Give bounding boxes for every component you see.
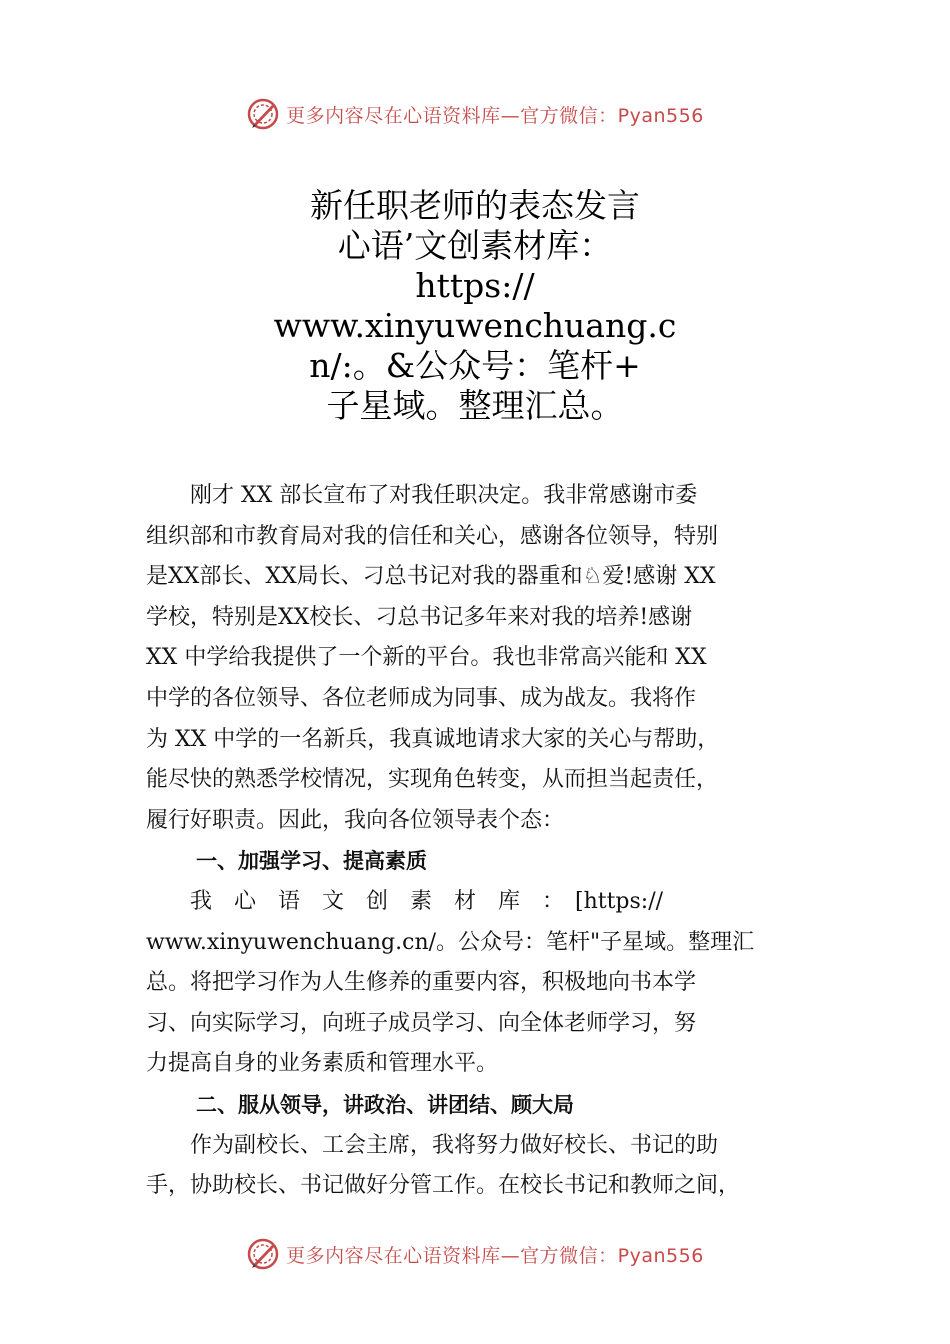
title-line: n/:。&公众号：笔杆+ <box>309 346 641 385</box>
paragraph-line: 作为副校长、工会主席，我将努力做好校长、书记的助 <box>146 1132 719 1158</box>
title-line: 心语’文创素材库： <box>337 226 613 265</box>
paragraph-line: 手，协助校长、书记做好分管工作。在校长书记和教师之间， <box>146 1173 741 1199</box>
paragraph-line: 总。将把学习作为人生修养的重要内容，积极地向书本学 <box>146 970 697 996</box>
banner-text: 更多内容尽在心语资料库—官方微信：Pyan556 <box>286 104 704 127</box>
section-heading-1: 一、加强学习、提高素质 <box>196 849 427 874</box>
banner-text: 更多内容尽在心语资料库—官方微信：Pyan556 <box>286 1244 704 1267</box>
paragraph-line: 是XX部长、XX局长、刁总书记对我的器重和♘爱!感谢 XX <box>146 564 716 590</box>
paragraph-line: 力提高自身的业务素质和管理水平。 <box>146 1051 499 1077</box>
paragraph-line: 刚才 XX 部长宣布了对我任职决定。我非常感谢市委 <box>146 483 698 508</box>
pen-logo-icon <box>246 1237 280 1271</box>
paragraph-line: 学校，特别是XX校长、刁总书记多年来对我的培养!感谢 <box>146 604 693 630</box>
title-line: 子星域。整理汇总。 <box>326 386 624 425</box>
paragraph-line: 中学的各位领导、各位老师成为同事、成为战友。我将作 <box>146 685 697 711</box>
paragraph-line: 我 心 语 文 创 素 材 库 ： [https:// <box>146 888 664 914</box>
paragraph-line: 为 XX 中学的一名新兵，我真诚地请求大家的关心与帮助， <box>146 726 720 752</box>
paragraph-line: 组织部和市教育局对我的信任和关心，感谢各位领导，特别 <box>146 523 719 549</box>
paragraph-line: 履行好职责。因此，我向各位领导表个态： <box>146 807 565 833</box>
section-heading-2: 二、服从领导，讲政治、讲团结、顾大局 <box>196 1092 574 1117</box>
title-line: 新任职老师的表态发言 <box>310 186 640 225</box>
paragraph-line: www.xinyuwenchuang.cn/。公众号：笔杆"子星域。整理汇 <box>146 929 755 955</box>
header-banner <box>0 94 950 134</box>
document-title <box>200 186 750 426</box>
paragraph-line: 习、向实际学习，向班子成员学习、向全体老师学习，努 <box>146 1010 697 1036</box>
footer-banner <box>0 1234 950 1274</box>
title-line: www.xinyuwenchuang.c <box>273 306 677 345</box>
paragraph-line: XX 中学给我提供了一个新的平台。我也非常高兴能和 XX <box>146 645 707 671</box>
paragraph-line: 能尽快的熟悉学校情况，实现角色转变，从而担当起责任， <box>146 767 719 793</box>
title-line: https:// <box>415 266 535 305</box>
pen-logo-icon <box>246 97 280 131</box>
document-body <box>146 476 806 1207</box>
